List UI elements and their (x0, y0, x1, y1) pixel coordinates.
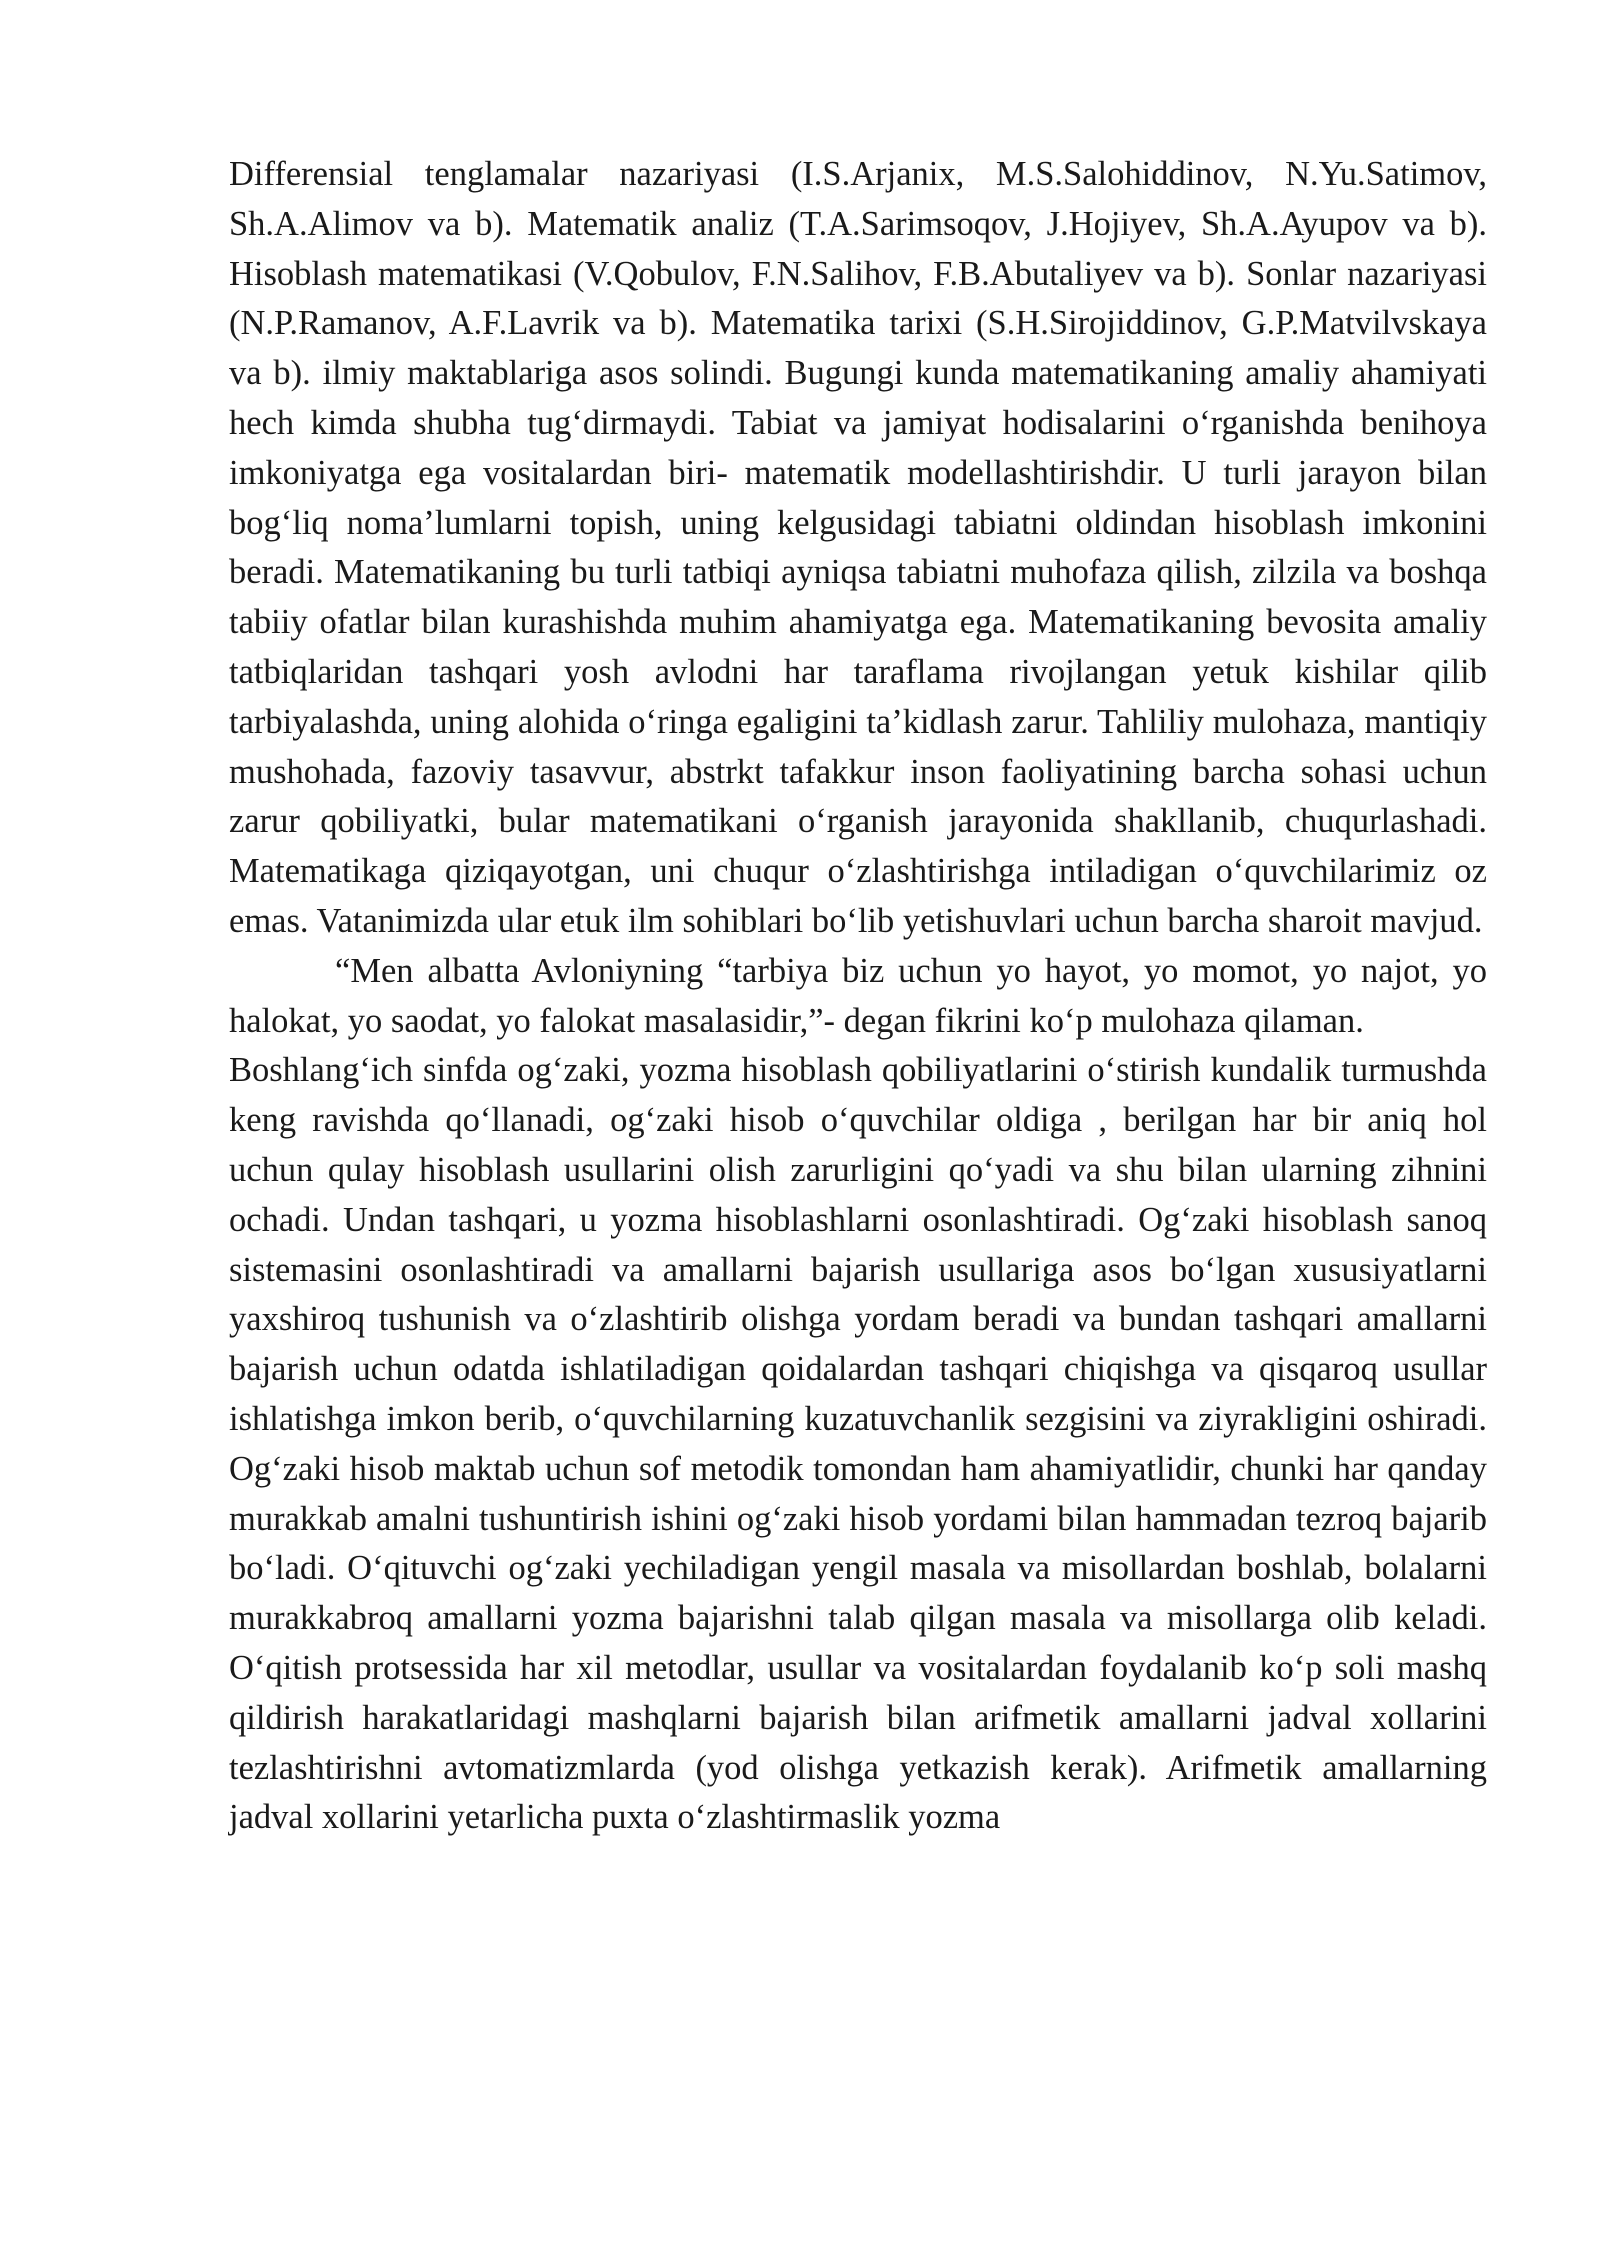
paragraph-1: Differensial tenglamalar nazariyasi (I.S.Arjanix, M.S.Salohiddinov, N.Yu.Satimov, Sh.A.Alimov va b). Matematik analiz (T.A.Sarimsoqov, J.Hojiyev, Sh.A.Ayupov va b). Hisoblash matematikasi (V.Qobulov, F.N.Salihov, F.B.Abutaliyev va b). Sonlar nazariyasi (N.P.Ramanov, A.F.Lavrik va b). Matematika tarixi (S.H.Sirojiddinov, G.P.Matvilvskaya va b). ilmiy maktablariga asos solindi. Bugungi kunda matematikaning amaliy ahamiyati hech kimda shubha tug‘dirmaydi. Tabiat va jamiyat hodisalarini o‘rganishda benihoya imkoniyatga ega vositalardan biri- matematik modellashtirishdir. U turli jarayon bilan bog‘liq noma’lumlarni topish, uning kelgusidagi tabiatni oldindan hisoblash imkonini beradi. Matematikaning bu turli tatbiqi ayniqsa tabiatni muhofaza qilish, zilzila va boshqa tabiiy ofatlar bilan kurashishda muhim ahamiyatga ega. Matematikaning bevosita amaliy tatbiqlaridan tashqari yosh avlodni har taraflama rivojlangan yetuk kishilar qilib tarbiyalashda, uning alohida o‘ringa egaligini ta’kidlash zarur. Tahliliy mulohaza, mantiqiy mushohada, fazoviy tasavvur, abstrkt tafakkur inson faoliyatining barcha sohasi uchun zarur qobiliyatki, bular matematikani o‘rganish jarayonida shakllanib, chuqurlashadi. Matematikaga qiziqayotgan, uni chuqur o‘zlashtirishga intiladigan o‘quvchilarimiz oz emas. Vatanimizda ular etuk ilm sohiblari bo‘lib yetishuvlari uchun barcha sharoit mavjud. (229, 155, 1487, 940)
paragraph-2-quote: “Men albatta Avloniyning “tarbiya biz uchun yo hayot, yo momot, yo najot, yo halokat, yo saodat, yo falokat masalasidir,”- degan fikrini ko‘p mulohaza qilaman. (229, 951, 1487, 1040)
document-body (229, 150, 1487, 1843)
paragraph-3: Boshlang‘ich sinfda og‘zaki, yozma hisoblash qobiliyatlarini o‘stirish kundalik turmushda keng ravishda qo‘llanadi, og‘zaki hisob o‘quvchilar oldiga , berilgan har bir aniq hol uchun qulay hisoblash usullarini olish zarurligini qo‘yadi va shu bilan ularning zihnini ochadi. Undan tashqari, u yozma hisoblashlarni osonlashtiradi. Og‘zaki hisoblash sanoq sistemasini osonlashtiradi va amallarni bajarish usullariga asos bo‘lgan xususiyatlarni yaxshiroq tushunish va o‘zlashtirib olishga yordam beradi va bundan tashqari amallarni bajarish uchun odatda ishlatiladigan qoidalardan tashqari chiqishga va qisqaroq usullar ishlatishga imkon berib, o‘quvchilarning kuzatuvchanlik sezgisini va ziyrakligini oshiradi. Og‘zaki hisob maktab uchun sof metodik tomondan ham ahamiyatlidir, chunki har qanday murakkab amalni tushuntirish ishini og‘zaki hisob yordami bilan hammadan tezroq bajarib bo‘ladi. O‘qituvchi og‘zaki yechiladigan yengil masala va misollardan boshlab, bolalarni murakkabroq amallarni yozma bajarishni talab qilgan masala va misollarga olib keladi. O‘qitish protsessida har xil metodlar, usullar va vositalardan foydalanib ko‘p soli mashq qildirish harakatlaridagi mashqlarni bajarish bilan arifmetik amallarni jadval xollarini tezlashtirishni avtomatizmlarda (yod olishga yetkazish kerak). Arifmetik amallarning jadval xollarini yetarlicha puxta o‘zlashtirmaslik yozma (229, 1051, 1487, 1837)
